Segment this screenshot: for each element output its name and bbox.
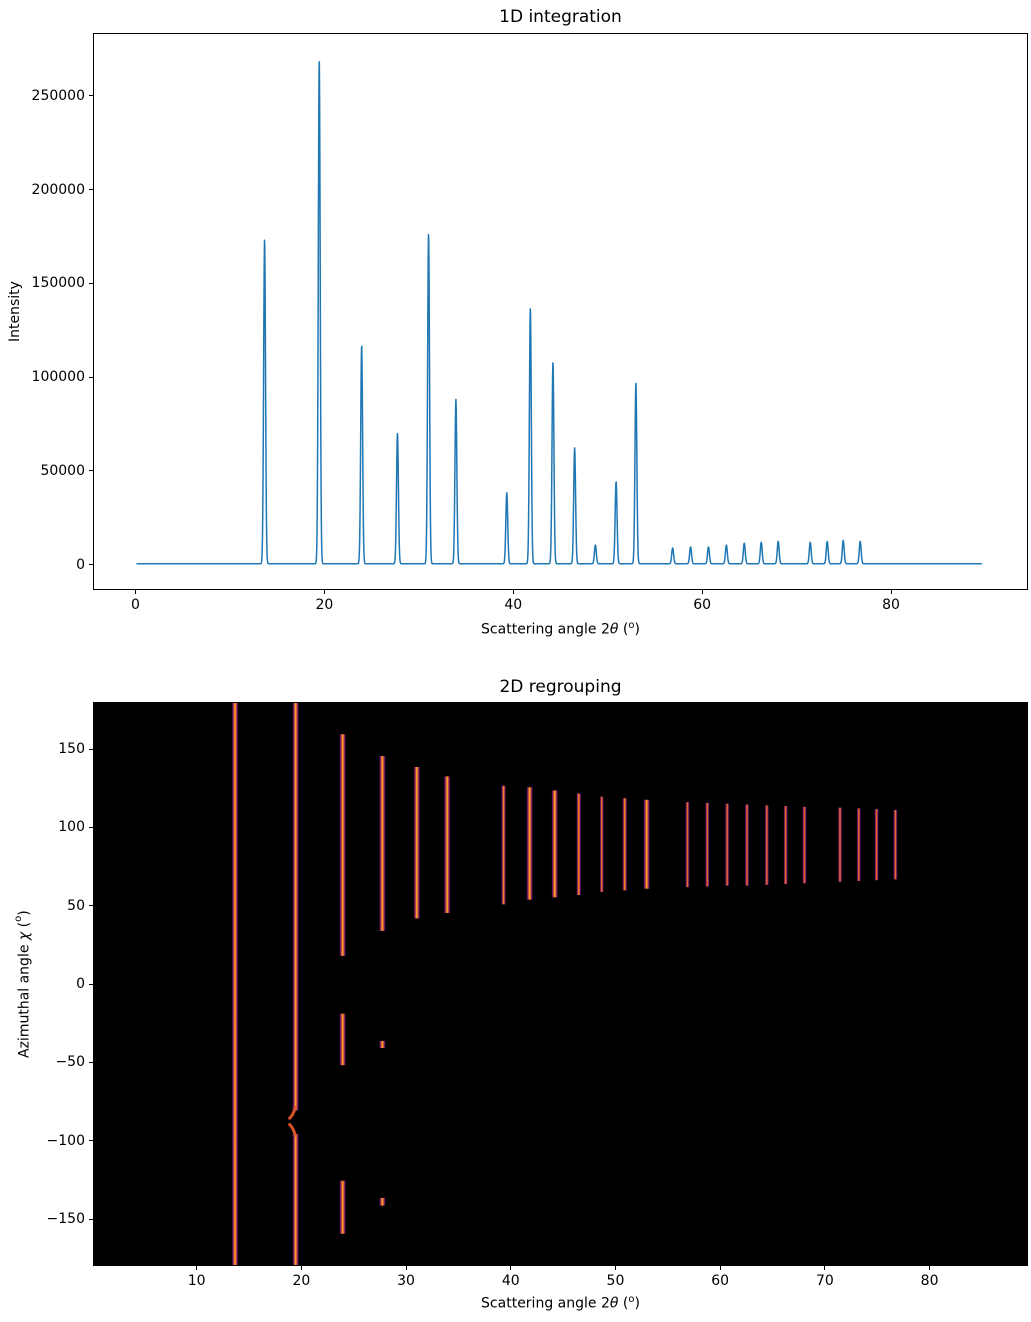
plot1-xtick-mark <box>513 590 514 594</box>
plot2-ylabel-paren-close: ) <box>16 910 33 916</box>
debye-scherrer-stripe <box>705 803 709 887</box>
plot1-xtick-mark <box>702 590 703 594</box>
plot2-xtick-mark <box>301 1266 302 1270</box>
debye-scherrer-stripe <box>577 794 581 895</box>
debye-scherrer-stripe <box>802 807 806 883</box>
plot2-xtick-label: 60 <box>711 1273 730 1289</box>
debye-scherrer-stripe <box>725 804 729 886</box>
debye-scherrer-stripe <box>232 703 238 1265</box>
debye-scherrer-stripe <box>414 767 420 918</box>
plot2-xtick-mark <box>720 1266 721 1270</box>
plot2-xtick-label: 50 <box>606 1273 625 1289</box>
plot1-xlabel <box>93 620 1028 638</box>
plot2-xtick-label: 80 <box>920 1273 939 1289</box>
plot2-ylabel-symbol: χ <box>16 931 33 940</box>
plot2-ytick-mark <box>89 905 93 906</box>
plot2-ytick-mark <box>89 1219 93 1220</box>
plot1-ytick-mark <box>89 283 93 284</box>
plot2-ytick-label: 0 <box>76 976 85 992</box>
plot2-ytick-mark <box>89 1140 93 1141</box>
debye-scherrer-stripe <box>644 800 650 889</box>
plot1-ytick-mark <box>89 95 93 96</box>
plot1-ytick-label: 100000 <box>31 369 85 386</box>
plot1-xtick-label: 0 <box>131 597 140 613</box>
debye-scherrer-stripe <box>685 802 689 887</box>
plot2-ytick-mark <box>89 984 93 985</box>
plot1-title: 1D integration <box>499 7 622 27</box>
debye-scherrer-stripe <box>552 790 558 897</box>
plot2-xtick-mark <box>510 1266 511 1270</box>
plot2-ytick-label: 100 <box>58 819 85 836</box>
plot2-xtick-label: 10 <box>187 1273 206 1289</box>
debye-scherrer-stripe <box>600 797 604 892</box>
plot2-ytick-label: 50 <box>67 897 85 914</box>
plot1-ytick-label: 0 <box>76 556 85 573</box>
plot1-ytick-label: 200000 <box>31 181 85 198</box>
plot2-axes <box>93 702 1028 1266</box>
plot1-ytick-label: 150000 <box>31 275 85 292</box>
plot1-xtick-label: 20 <box>315 597 334 613</box>
plot1-ytick-mark <box>89 377 93 378</box>
debye-scherrer-stripe <box>340 1014 346 1066</box>
plot2-xlabel <box>93 1294 1028 1312</box>
plot2-xtick-mark <box>929 1266 930 1270</box>
plot1-xtick-label: 40 <box>504 597 523 613</box>
plot2-xtick-mark <box>824 1266 825 1270</box>
plot2-ytick-label: −150 <box>46 1211 85 1227</box>
debye-scherrer-stripe <box>623 798 627 890</box>
plot2-xlabel-symbol: θ <box>609 1295 619 1312</box>
plot2-xtick-label: 70 <box>815 1273 834 1289</box>
debye-scherrer-stripe <box>379 1198 385 1206</box>
debye-scherrer-stripe <box>784 806 788 884</box>
plot2-ylabel-paren: ( <box>16 921 33 932</box>
plot1-xlabel-text: Scattering angle 2 <box>481 621 610 638</box>
plot1-xlabel-symbol: θ <box>609 621 619 638</box>
plot2-xtick-label: 20 <box>292 1273 311 1289</box>
plot2-xlabel-degree: o <box>628 1294 635 1305</box>
plot2-title: 2D regrouping <box>499 677 622 697</box>
plot2-xlabel-paren-close: ) <box>634 1295 640 1312</box>
debye-scherrer-stripe <box>293 1134 299 1265</box>
plot2-xtick-label: 30 <box>397 1273 415 1289</box>
debye-scherrer-stripe <box>875 809 879 880</box>
plot2-xtick-mark <box>196 1266 197 1270</box>
plot1-xtick-label: 80 <box>882 597 900 613</box>
debye-scherrer-stripe <box>293 703 299 1110</box>
debye-scherrer-stripe <box>745 804 749 885</box>
plot1-ytick-label: 50000 <box>40 462 85 479</box>
plot1-xlabel-degree: o <box>628 620 635 631</box>
debye-scherrer-stripe <box>857 808 861 881</box>
plot1-ytick-label: 250000 <box>31 87 85 104</box>
plot2-xtick-label: 40 <box>501 1273 520 1289</box>
plot1-xtick-mark <box>891 590 892 594</box>
plot1-ytick-mark <box>89 564 93 565</box>
plot2-ytick-mark <box>89 1062 93 1063</box>
plot2-ytick-label: 150 <box>58 741 85 757</box>
plot2-xtick-mark <box>615 1266 616 1270</box>
debye-scherrer-stripe <box>527 787 533 899</box>
plot1-xlabel-paren: ( <box>618 621 629 638</box>
plot1-ytick-mark <box>89 189 93 190</box>
plot2-xlabel-text: Scattering angle 2 <box>481 1295 610 1312</box>
plot2-ytick-mark <box>89 749 93 750</box>
regrouped-image-canvas <box>94 703 1027 1265</box>
debye-scherrer-stripe <box>340 734 346 956</box>
debye-scherrer-stripe <box>765 805 769 885</box>
line-chart-canvas <box>94 34 1027 589</box>
plot1-xtick-mark <box>135 590 136 594</box>
plot2-xlabel-paren: ( <box>618 1295 629 1312</box>
debye-scherrer-stripe <box>501 786 505 905</box>
plot1-xtick-label: 60 <box>693 597 712 613</box>
debye-scherrer-stripe <box>340 1181 346 1234</box>
debye-scherrer-stripe <box>444 776 450 913</box>
plot2-ylabel-degree: o <box>13 915 24 922</box>
debye-scherrer-stripe <box>893 810 897 879</box>
debye-scherrer-stripe <box>379 756 385 931</box>
plot1-ytick-mark <box>89 470 93 471</box>
plot2-ytick-mark <box>89 827 93 828</box>
debye-scherrer-stripe <box>379 1041 385 1048</box>
plot2-ytick-label: −100 <box>46 1132 85 1149</box>
plot1-xtick-mark <box>324 590 325 594</box>
plot2-xtick-mark <box>406 1266 407 1270</box>
debye-scherrer-stripe <box>838 808 842 882</box>
plot1-ylabel: Intensity <box>7 281 23 342</box>
diffraction-pattern-line <box>136 62 981 564</box>
plot1-xlabel-paren-close: ) <box>634 621 640 638</box>
plot1-axes <box>93 33 1028 590</box>
plot2-ytick-label: −50 <box>55 1054 85 1071</box>
plot2-ylabel-text: Azimuthal angle <box>16 939 33 1058</box>
